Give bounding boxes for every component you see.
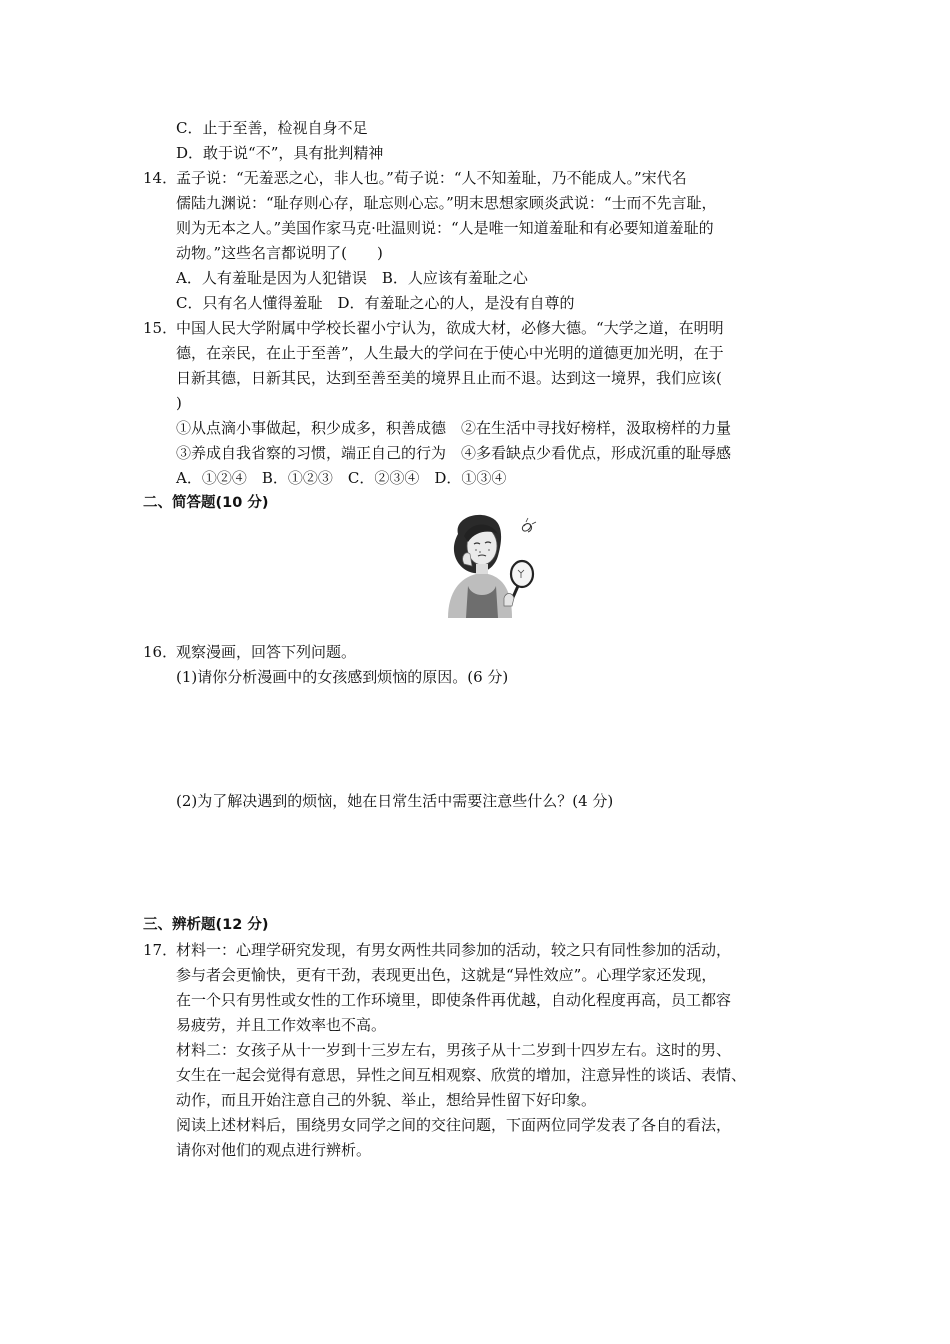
q15-stem-line: 日新其德，日新其民，达到至善至美的境界且止而不退。达到这一境界，我们应该( [176,369,722,387]
q14-options-cd: C．只有名人懂得羞耻 D．有羞耻之心的人，是没有自尊的 [176,294,575,312]
q16-stem: 观察漫画，回答下列问题。 [176,643,357,661]
q16-sub-question-1: (1)请你分析漫画中的女孩感到烦恼的原因。(6 分) [176,668,509,686]
q17-text-line: 易疲劳，并且工作效率也不高。 [176,1016,387,1034]
q17-text-line: 女生在一起会觉得有意思，异性之间互相观察、欣赏的增加，注意异性的谈话、表情、 [176,1066,747,1084]
q17-number: 17． [143,941,178,959]
q17-text-line: 参与者会更愉快，更有干劲，表现更出色，这就是“异性效应”。心理学家还发现， [176,966,717,984]
q14-number: 14． [143,169,178,187]
q14-options-ab: A．人有羞耻是因为人犯错误 B．人应该有羞耻之心 [176,269,528,287]
section-title: 三、辨析题(12 分) [143,917,269,933]
q14-stem-line: 则为无本之人。”美国作家马克·吐温则说：“人是唯一知道羞耻和有必要知道羞耻的 [176,219,714,237]
q15-stem-line: ) [176,394,182,412]
cartoon-girl-mirror-image [440,512,550,618]
q15-number: 15． [143,319,178,337]
q17-text-line: 请你对他们的观点进行辨析。 [176,1141,372,1159]
q17-text-line: 动作，而且开始注意自己的外貌、举止，想给异性留下好印象。 [176,1091,597,1109]
q17-text-line: 材料一：心理学研究发现，有男女两性共同参加的活动，较之只有同性参加的活动， [176,941,732,959]
q14-stem-line: 儒陆九渊说：“耻存则心存，耻忘则心忘。”明末思想家顾炎武说：“士而不先言耻， [176,194,717,212]
q17-text-line: 阅读上述材料后，围绕男女同学之间的交往问题，下面两位同学发表了各自的看法， [176,1116,732,1134]
q15-items-line: ③养成自我省察的习惯，端正自己的行为 ④多看缺点少看优点，形成沉重的耻辱感 [176,444,732,462]
q14-stem-line: 孟子说：“无羞恶之心，非人也。”荀子说：“人不知羞耻，乃不能成人。”宋代名 [176,169,687,187]
q14-stem-line: 动物。”这些名言都说明了( ) [176,244,383,262]
q17-text-line: 在一个只有男性或女性的工作环境里，即使条件再优越，自动化程度再高，员工都容 [176,991,732,1009]
q15-items-line: ①从点滴小事做起，积少成多，积善成德 ②在生活中寻找好榜样，汲取榜样的力量 [176,419,732,437]
q15-options: A．①②④ B．①②③ C．②③④ D．①③④ [176,469,507,487]
q15-stem-line: 中国人民大学附属中学校长翟小宁认为，欲成大材，必修大德。“大学之道，在明明 [176,319,724,337]
section-title: 二、简答题(10 分) [143,495,269,511]
q13-option-d: D．敢于说“不”，具有批判精神 [176,144,384,162]
q16-sub-question-2: (2)为了解决遇到的烦恼，她在日常生活中需要注意些什么？(4 分) [176,792,614,810]
q15-stem-line: 德，在亲民，在止于至善”，人生最大的学问在于使心中光明的道德更加光明，在于 [176,344,724,362]
q13-option-c: C．止于至善，检视自身不足 [176,119,368,137]
q16-number: 16． [143,643,178,661]
q17-text-line: 材料二：女孩子从十一岁到十三岁左右，男孩子从十二岁到十四岁左右。这时的男、 [176,1041,732,1059]
